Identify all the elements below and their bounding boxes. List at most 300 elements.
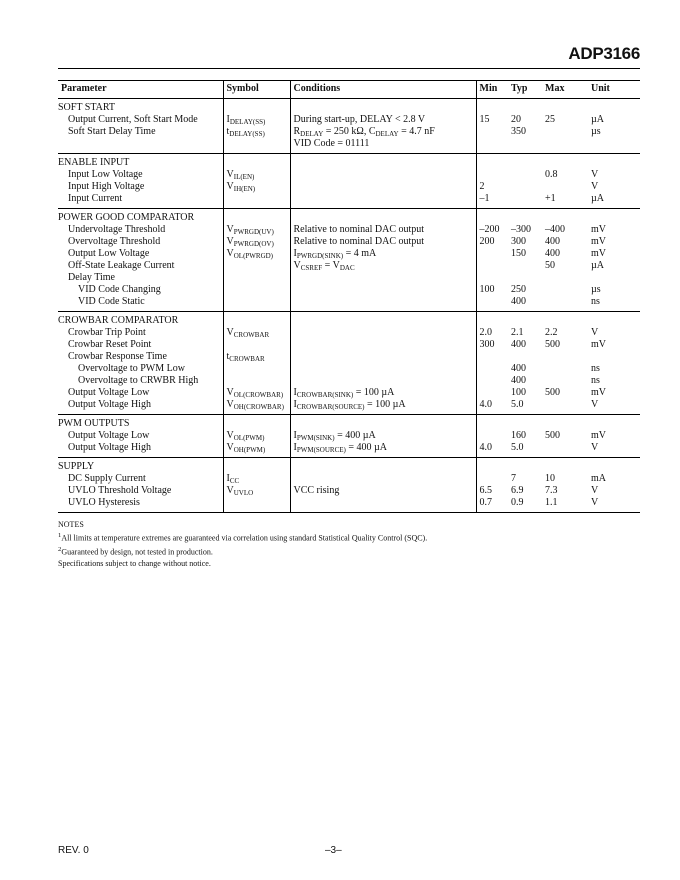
section-title-spacer — [542, 415, 588, 431]
symbol-cell — [223, 224, 290, 236]
symbol-cell — [223, 248, 290, 260]
symbol-subscript: DELAY(SS) — [229, 118, 266, 126]
typ-cell: 7 — [511, 473, 516, 484]
max-cell: 400 — [545, 248, 560, 259]
typ-cell: 6.9 — [511, 485, 524, 496]
typ-cell: 150 — [511, 248, 526, 259]
conditions-cell: VCC rising — [290, 485, 476, 497]
note-1 — [58, 530, 640, 544]
table-row — [58, 339, 640, 351]
table-row — [58, 485, 640, 497]
parameter-cell: Delay Time — [58, 272, 223, 284]
symbol-subscript: OH(PWM) — [233, 446, 266, 454]
symbol-cell — [223, 236, 290, 248]
symbol-subscript: OL(PWRGD) — [233, 252, 274, 260]
symbol-letter: t — [226, 126, 230, 137]
condition-text: = 250 kΩ, C — [323, 126, 376, 137]
symbol-subscript: PWRGD(OV) — [233, 240, 274, 248]
typ-cell: 2.1 — [511, 327, 524, 338]
symbol-subscript: PWRGD(UV) — [233, 228, 274, 236]
max-cell — [542, 272, 588, 284]
symbol-subscript: OL(PWM) — [233, 434, 265, 442]
condition-subscript: CROWBAR(SOURCE) — [296, 403, 365, 411]
column-header-parameter: Parameter — [58, 81, 223, 99]
unit-cell: mV — [591, 236, 606, 247]
section-title-spacer — [476, 458, 508, 474]
symbol-letter: V — [226, 327, 234, 338]
typ-cell: 400 — [508, 296, 542, 312]
symbol-letter: I — [226, 473, 230, 484]
footer-page-number: –3– — [325, 845, 342, 856]
unit-cell: mA — [591, 473, 606, 484]
section-title-spacer — [508, 209, 542, 225]
typ-cell: 400 — [511, 339, 526, 350]
unit-cell: µs — [591, 126, 601, 137]
max-cell: 2.2 — [545, 327, 558, 338]
symbol-letter: V — [226, 248, 234, 259]
typ-cell: 0.9 — [508, 497, 542, 513]
typ-cell — [508, 351, 542, 363]
min-cell: 4.0 — [476, 442, 508, 458]
unit-cell: µs — [591, 284, 601, 295]
note-1-text: All limits at temperature extremes are guaranteed via correlation using standard Statistical Quality Control (SQC). — [61, 533, 428, 543]
symbol-cell — [223, 351, 290, 363]
conditions-cell — [290, 339, 476, 351]
unit-cell: mV — [591, 224, 606, 235]
parameter-cell: Input Current — [58, 193, 223, 209]
column-header-conditions: Conditions — [290, 81, 476, 99]
typ-cell: 250 — [511, 284, 526, 295]
specifications-table-body — [58, 99, 640, 513]
typ-cell: 300 — [511, 236, 526, 247]
conditions-cell — [290, 497, 476, 513]
parameter-cell: UVLO Threshold Voltage — [58, 485, 223, 497]
section-title-spacer — [290, 209, 476, 225]
conditions-cell: During start-up, DELAY < 2.8 V — [290, 114, 476, 126]
min-cell — [476, 260, 508, 272]
parameter-cell: Output Low Voltage — [58, 248, 223, 260]
min-cell: 100 — [479, 284, 495, 295]
typ-cell — [508, 181, 542, 193]
symbol-cell — [223, 272, 290, 284]
table-header-row — [58, 81, 640, 99]
max-cell: 500 — [545, 339, 560, 350]
conditions-cell — [290, 126, 476, 138]
parameter-cell: Overvoltage to PWM Low — [58, 363, 223, 375]
symbol-cell — [223, 387, 290, 399]
min-cell: 4.0 — [476, 399, 508, 415]
parameter-cell: Output Voltage Low — [58, 430, 223, 442]
section-title-spacer — [588, 154, 640, 170]
condition-text: I — [293, 442, 297, 453]
max-cell: 7.3 — [545, 485, 558, 496]
typ-cell: 100 — [511, 387, 526, 398]
typ-cell: 5.0 — [508, 399, 542, 415]
section-title-spacer — [542, 99, 588, 115]
min-cell — [476, 351, 508, 363]
conditions-cell — [290, 351, 476, 363]
min-cell — [476, 248, 508, 260]
section-title-spacer — [223, 154, 290, 170]
condition-text: R — [293, 126, 301, 137]
condition-text: = 4 mA — [343, 248, 377, 259]
max-cell: 25 — [545, 114, 555, 125]
section-title-spacer — [476, 154, 508, 170]
parameter-cell: Crowbar Trip Point — [58, 327, 223, 339]
max-cell — [542, 442, 588, 458]
column-header-min: Min — [476, 81, 508, 99]
max-cell — [542, 375, 588, 387]
unit-cell: mV — [591, 387, 606, 398]
condition-text: = 400 µA — [345, 442, 387, 453]
max-cell: 500 — [545, 387, 560, 398]
condition-text: = 100 µA — [364, 399, 406, 410]
max-cell: –400 — [545, 224, 565, 235]
table-row — [58, 181, 640, 193]
section-title: POWER GOOD COMPARATOR — [58, 209, 223, 225]
section-title-spacer — [508, 312, 542, 328]
symbol-cell — [223, 485, 290, 497]
symbol-cell — [223, 375, 290, 387]
conditions-cell — [290, 375, 476, 387]
min-cell — [476, 138, 508, 154]
parameter-cell: Output Current, Soft Start Mode — [58, 114, 223, 126]
parameter-cell: Undervoltage Threshold — [58, 224, 223, 236]
unit-cell: µA — [591, 260, 604, 271]
specifications-disclaimer: Specifications subject to change without notice. — [58, 559, 211, 569]
typ-cell: 400 — [511, 363, 526, 374]
conditions-cell — [290, 387, 476, 399]
table-row — [58, 430, 640, 442]
symbol-letter: V — [226, 399, 234, 410]
table-row — [58, 473, 640, 485]
typ-cell: –300 — [511, 224, 531, 235]
unit-cell: mV — [591, 248, 606, 259]
min-cell: –1 — [476, 193, 508, 209]
section-title-spacer — [476, 209, 508, 225]
min-cell — [476, 363, 508, 375]
max-cell — [542, 284, 588, 296]
section-row — [58, 154, 640, 170]
symbol-cell — [223, 430, 290, 442]
conditions-cell: Relative to nominal DAC output — [290, 224, 476, 236]
symbol-letter: V — [226, 430, 234, 441]
notes-title: NOTES — [58, 520, 84, 529]
min-cell — [476, 272, 508, 284]
symbol-letter: V — [226, 224, 234, 235]
specifications-table-wrapper — [58, 80, 640, 513]
section-title-spacer — [223, 458, 290, 474]
symbol-subscript: OL(CROWBAR) — [233, 391, 284, 399]
symbol-letter: V — [226, 169, 234, 180]
table-row — [58, 327, 640, 339]
part-number: ADP3166 — [568, 44, 640, 63]
parameter-cell: DC Supply Current — [58, 473, 223, 485]
min-cell — [476, 296, 508, 312]
unit-cell: ns — [588, 296, 640, 312]
section-title-spacer — [476, 312, 508, 328]
parameter-cell: Off-State Leakage Current — [58, 260, 223, 272]
conditions-cell — [290, 272, 476, 284]
section-title-spacer — [588, 209, 640, 225]
section-row — [58, 458, 640, 474]
unit-cell: V — [591, 485, 599, 496]
symbol-cell — [223, 442, 290, 458]
section-row — [58, 99, 640, 115]
unit-cell: mV — [591, 339, 606, 350]
symbol-cell — [223, 284, 290, 296]
section-title-spacer — [508, 458, 542, 474]
symbol-subscript: OH(CROWBAR) — [233, 403, 284, 411]
condition-subscript: DAC — [339, 264, 355, 272]
symbol-subscript: CC — [229, 477, 240, 485]
table-row — [58, 236, 640, 248]
section-title-spacer — [588, 312, 640, 328]
table-row — [58, 169, 640, 181]
min-cell: –200 — [479, 224, 500, 235]
symbol-letter: V — [226, 387, 234, 398]
condition-subscript: PWM(SINK) — [296, 434, 335, 442]
max-cell: 50 — [545, 260, 555, 271]
typ-cell: 20 — [511, 114, 521, 125]
section-title-spacer — [223, 415, 290, 431]
min-cell — [476, 126, 508, 138]
header-rule — [58, 68, 640, 69]
symbol-subscript: IL(EN) — [233, 173, 255, 181]
typ-cell — [508, 260, 542, 272]
unit-cell: V — [591, 169, 599, 180]
condition-text: V — [293, 260, 301, 271]
parameter-cell: VID Code Changing — [58, 284, 223, 296]
typ-cell — [508, 138, 542, 154]
min-cell — [476, 375, 508, 387]
table-row — [58, 193, 640, 209]
section-title-spacer — [290, 458, 476, 474]
max-cell: 0.8 — [545, 169, 558, 180]
typ-cell: 160 — [511, 430, 526, 441]
parameter-cell: Output Voltage Low — [58, 387, 223, 399]
min-cell — [476, 387, 508, 399]
section-title-spacer — [290, 312, 476, 328]
section-title-spacer — [508, 415, 542, 431]
max-cell — [542, 351, 588, 363]
note-2-text: Guaranteed by design, not tested in production. — [61, 547, 213, 557]
max-cell — [542, 296, 588, 312]
symbol-cell — [223, 399, 290, 415]
conditions-cell — [290, 473, 476, 485]
max-cell — [542, 399, 588, 415]
table-row — [58, 248, 640, 260]
conditions-cell — [290, 169, 476, 181]
table-row — [58, 497, 640, 513]
symbol-cell — [223, 363, 290, 375]
symbol-cell — [223, 339, 290, 351]
footer-revision: REV. 0 — [58, 845, 89, 856]
column-header-unit: Unit — [588, 81, 640, 99]
parameter-cell: Overvoltage to CRWBR High — [58, 375, 223, 387]
symbol-subscript: IH(EN) — [233, 185, 256, 193]
condition-subscript: DELAY — [300, 130, 324, 138]
symbol-cell — [223, 126, 290, 138]
min-cell: 15 — [479, 114, 490, 125]
section-title: ENABLE INPUT — [58, 154, 223, 170]
symbol-cell — [223, 169, 290, 181]
section-title-spacer — [290, 99, 476, 115]
min-cell — [476, 169, 508, 181]
unit-cell: V — [591, 327, 599, 338]
condition-text: I — [293, 430, 297, 441]
table-row — [58, 399, 640, 415]
condition-text: = V — [322, 260, 340, 271]
section-row — [58, 415, 640, 431]
max-cell — [542, 363, 588, 375]
min-cell: 2.0 — [479, 327, 492, 338]
table-row — [58, 442, 640, 458]
condition-subscript: DELAY — [375, 130, 399, 138]
condition-text: = 400 µA — [334, 430, 376, 441]
max-cell: 10 — [545, 473, 555, 484]
max-cell — [542, 126, 588, 138]
typ-cell — [508, 193, 542, 209]
section-row — [58, 312, 640, 328]
section-title: PWM OUTPUTS — [58, 415, 223, 431]
specifications-table — [58, 80, 640, 513]
table-row — [58, 114, 640, 126]
table-row — [58, 126, 640, 138]
conditions-cell — [290, 399, 476, 415]
min-cell — [476, 473, 508, 485]
section-title-spacer — [588, 415, 640, 431]
conditions-cell — [290, 430, 476, 442]
unit-cell: V — [588, 497, 640, 513]
conditions-cell — [290, 248, 476, 260]
table-row — [58, 387, 640, 399]
condition-subscript: PWM(SOURCE) — [296, 446, 346, 454]
symbol-subscript: DELAY(SS) — [229, 130, 265, 138]
table-row — [58, 375, 640, 387]
section-row — [58, 209, 640, 225]
condition-subscript: CROWBAR(SINK) — [296, 391, 354, 399]
section-title-spacer — [588, 458, 640, 474]
section-title-spacer — [223, 99, 290, 115]
symbol-cell — [223, 193, 290, 209]
typ-cell: 5.0 — [508, 442, 542, 458]
table-row — [58, 284, 640, 296]
unit-cell: mV — [591, 430, 606, 441]
symbol-cell — [223, 473, 290, 485]
unit-cell: ns — [591, 363, 600, 374]
conditions-cell: Relative to nominal DAC output — [290, 236, 476, 248]
typ-cell: 350 — [511, 126, 526, 137]
table-row — [58, 224, 640, 236]
parameter-cell: Overvoltage Threshold — [58, 236, 223, 248]
parameter-cell: VID Code Static — [58, 296, 223, 312]
max-cell: 400 — [545, 236, 560, 247]
condition-text: = 4.7 nF — [398, 126, 435, 137]
symbol-cell — [223, 138, 290, 154]
section-title-spacer — [542, 154, 588, 170]
section-title-spacer — [508, 99, 542, 115]
section-title-spacer — [542, 209, 588, 225]
min-cell: 2 — [479, 181, 485, 192]
table-row — [58, 363, 640, 375]
unit-cell: V — [588, 442, 640, 458]
parameter-cell: Output Voltage High — [58, 442, 223, 458]
condition-subscript: CSREF — [300, 264, 323, 272]
table-row — [58, 296, 640, 312]
unit-cell — [588, 351, 640, 363]
table-row — [58, 138, 640, 154]
section-title: SUPPLY — [58, 458, 223, 474]
condition-subscript: PWRGD(SINK) — [296, 252, 344, 260]
table-row — [58, 272, 640, 284]
parameter-cell: Crowbar Reset Point — [58, 339, 223, 351]
condition-text: I — [293, 399, 297, 410]
symbol-cell — [223, 497, 290, 513]
symbol-cell — [223, 327, 290, 339]
symbol-cell — [223, 181, 290, 193]
unit-cell — [588, 272, 640, 284]
note-2-mark: 2 — [58, 545, 62, 553]
note-1-mark: 1 — [58, 532, 62, 539]
unit-cell — [588, 138, 640, 154]
condition-text: I — [293, 387, 297, 398]
column-header-symbol: Symbol — [223, 81, 290, 99]
column-header-typ: Typ — [508, 81, 542, 99]
parameter-cell: Crowbar Response Time — [58, 351, 223, 363]
symbol-letter: t — [226, 351, 230, 362]
min-cell: 0.7 — [476, 497, 508, 513]
symbol-letter: V — [226, 485, 234, 496]
unit-cell: ns — [591, 375, 600, 386]
table-row — [58, 351, 640, 363]
min-cell — [476, 430, 508, 442]
typ-cell — [508, 169, 542, 181]
min-cell: 300 — [479, 339, 495, 350]
condition-text: I — [293, 248, 297, 259]
conditions-cell — [290, 296, 476, 312]
conditions-cell — [290, 363, 476, 375]
parameter-cell: UVLO Hysteresis — [58, 497, 223, 513]
conditions-cell — [290, 284, 476, 296]
min-cell: 200 — [479, 236, 495, 247]
max-cell: +1 — [542, 193, 588, 209]
conditions-cell — [290, 138, 476, 154]
section-title-spacer — [290, 415, 476, 431]
note-2 — [58, 544, 640, 558]
conditions-cell — [290, 442, 476, 458]
section-title-spacer — [223, 209, 290, 225]
unit-cell: V — [591, 181, 599, 192]
max-cell — [542, 138, 588, 154]
column-header-max: Max — [542, 81, 588, 99]
max-cell: 1.1 — [542, 497, 588, 513]
unit-cell: V — [588, 399, 640, 415]
max-cell: 500 — [545, 430, 560, 441]
typ-cell: 400 — [511, 375, 526, 386]
parameter-cell — [58, 138, 223, 154]
typ-cell — [508, 272, 542, 284]
conditions-cell — [290, 181, 476, 193]
symbol-letter: V — [226, 236, 234, 247]
symbol-letter: V — [226, 181, 234, 192]
conditions-cell — [290, 327, 476, 339]
section-title-spacer — [542, 312, 588, 328]
unit-cell: µA — [591, 114, 604, 125]
section-title-spacer — [588, 99, 640, 115]
symbol-cell — [223, 114, 290, 126]
symbol-subscript: UVLO — [233, 489, 254, 497]
